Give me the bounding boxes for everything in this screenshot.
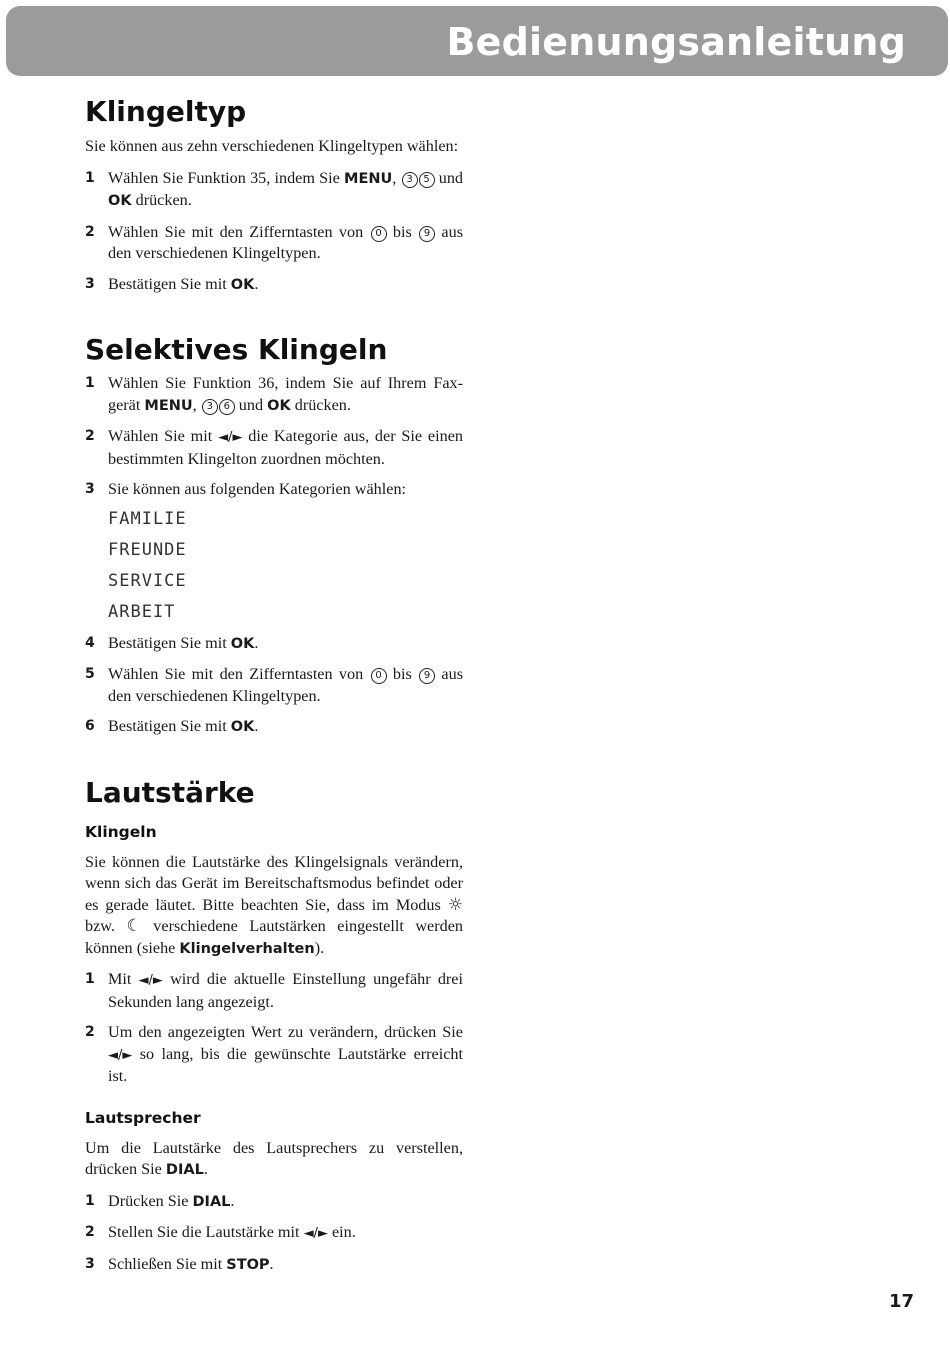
arrow-keys-icon: ◄/► <box>138 973 163 988</box>
arrow-keys-icon: ◄/► <box>218 430 243 445</box>
step-number: 3 <box>85 275 95 292</box>
step-number: 1 <box>85 375 95 391</box>
step-number: 6 <box>85 718 95 734</box>
digit-key-icon: 9 <box>419 668 435 684</box>
step-number: 3 <box>85 481 95 497</box>
lautsprecher-step: 1 Drücken Sie DIAL. <box>85 1191 463 1214</box>
selektiv-step: 4 Bestätigen Sie mit OK. <box>85 633 463 656</box>
digit-key-icon: 0 <box>371 226 387 242</box>
digit-key-icon: 5 <box>419 172 435 188</box>
ok-key-label: OK <box>230 276 255 293</box>
step-number: 2 <box>85 428 95 444</box>
selektiv-step: 1 Wählen Sie Funktion 36, indem Sie auf Ihrem Faxgerät MENU, 3 6 und OK drücken. <box>85 374 463 414</box>
step-number: 1 <box>85 1192 95 1209</box>
klingeltyp-intro: Sie können aus zehn verschiedenen Klingeltypen wählen: <box>85 137 459 155</box>
step-number: 2 <box>85 1024 95 1040</box>
subsection-title-klingeln: Klingeln <box>85 822 157 841</box>
moon-icon: ☾ <box>126 916 142 936</box>
page-number: 17 <box>888 1291 914 1312</box>
category-item: FREUNDE <box>108 539 187 560</box>
lautsprecher-step: 2 Stellen Sie die Lautstärke mit ◄/► ein. <box>85 1222 463 1245</box>
category-item: FAMILIE <box>108 508 187 529</box>
category-item: SERVICE <box>108 570 187 591</box>
section-title-klingeltyp: Klingeltyp <box>85 95 247 128</box>
selektiv-step: 2 Wählen Sie mit ◄/► die Kategorie aus, der Sie einen bestimmten Klingelton zuordnen möchten. <box>85 427 463 468</box>
klingeln-step: 1 Mit ◄/► wird die aktuelle Einstellung ungefähr drei Sekunden lang angezeigt. <box>85 970 463 1011</box>
selektiv-step: 6 Bestätigen Sie mit OK. <box>85 716 463 739</box>
header-title: Bedienungsanleitung <box>446 20 906 64</box>
category-item: ARBEIT <box>108 601 176 622</box>
digit-key-icon: 0 <box>371 668 387 684</box>
section-title-lautstaerke: Lautstärke <box>85 775 255 809</box>
subsection-title-lautsprecher: Lautsprecher <box>85 1108 201 1127</box>
step-number: 4 <box>85 634 95 651</box>
ok-key-label: OK <box>267 397 291 414</box>
step-number: 1 <box>85 169 95 186</box>
arrow-keys-icon: ◄/► <box>303 1226 328 1241</box>
lautsprecher-step: 3 Schließen Sie mit STOP. <box>85 1254 463 1277</box>
sun-icon: ☼ <box>447 894 463 915</box>
section-title-selektives-klingeln: Selektives Klingeln <box>85 333 388 366</box>
digit-key-icon: 6 <box>219 399 235 415</box>
ok-key-label: OK <box>108 193 132 209</box>
ok-key-label: OK <box>230 719 255 735</box>
klingeltyp-step: 2 Wählen Sie mit den Zifferntasten von 0 bis 9 aus den verschiedenen Klingeltypen. <box>85 222 463 262</box>
step-number: 5 <box>85 666 95 682</box>
dial-key-label: DIAL <box>192 1193 231 1210</box>
dial-key-label: DIAL <box>165 1162 204 1178</box>
lautsprecher-paragraph: Um die Lautstärke des Lautsprechers zu verstellen, drücken Sie DIAL. <box>85 1138 463 1178</box>
step-number: 3 <box>85 1255 95 1272</box>
klingeltyp-step: 3 Bestätigen Sie mit OK. <box>85 274 463 297</box>
step-number: 2 <box>85 1224 95 1240</box>
ok-key-label: OK <box>230 635 255 652</box>
selektiv-step: 3 Sie können aus folgenden Kategorien wählen: <box>85 479 463 501</box>
content-column <box>85 94 463 1276</box>
menu-key-label: MENU <box>144 397 193 414</box>
menu-key-label: MENU <box>344 170 393 187</box>
step-number: 1 <box>85 971 95 987</box>
selektiv-step: 5 Wählen Sie mit den Zifferntasten von 0 bis 9 aus den verschiedenen Klingeltypen. <box>85 665 463 705</box>
header-bar <box>6 6 948 76</box>
cross-reference: Klingelverhalten <box>179 940 315 957</box>
step-number: 2 <box>85 223 95 240</box>
klingeln-paragraph: Sie können die Lautstärke des Klingelsignals verändern, wenn sich das Gerät im Bereitschaftsmodus befindet oder es gerade läutet. Bitte beachten Sie, dass im Modus ☼ bzw. ☾ verschiedene Lautstärken eingestellt werden können (siehe Klingelverhalten). <box>85 852 464 957</box>
digit-key-icon: 3 <box>402 172 418 188</box>
digit-key-icon: 9 <box>419 226 435 242</box>
stop-key-label: STOP <box>226 1256 270 1273</box>
digit-key-icon: 3 <box>202 399 218 415</box>
arrow-keys-icon: ◄/► <box>108 1047 133 1063</box>
klingeln-step: 2 Um den angezeigten Wert zu verändern, drücken Sie ◄/► so lang, bis die gewünschte Lautstärke erreicht ist. <box>85 1023 463 1085</box>
klingeltyp-step: 1 Wählen Sie Funktion 35, indem Sie MENU, 3 5 und OK drücken. <box>85 168 464 209</box>
category-list <box>85 504 463 628</box>
